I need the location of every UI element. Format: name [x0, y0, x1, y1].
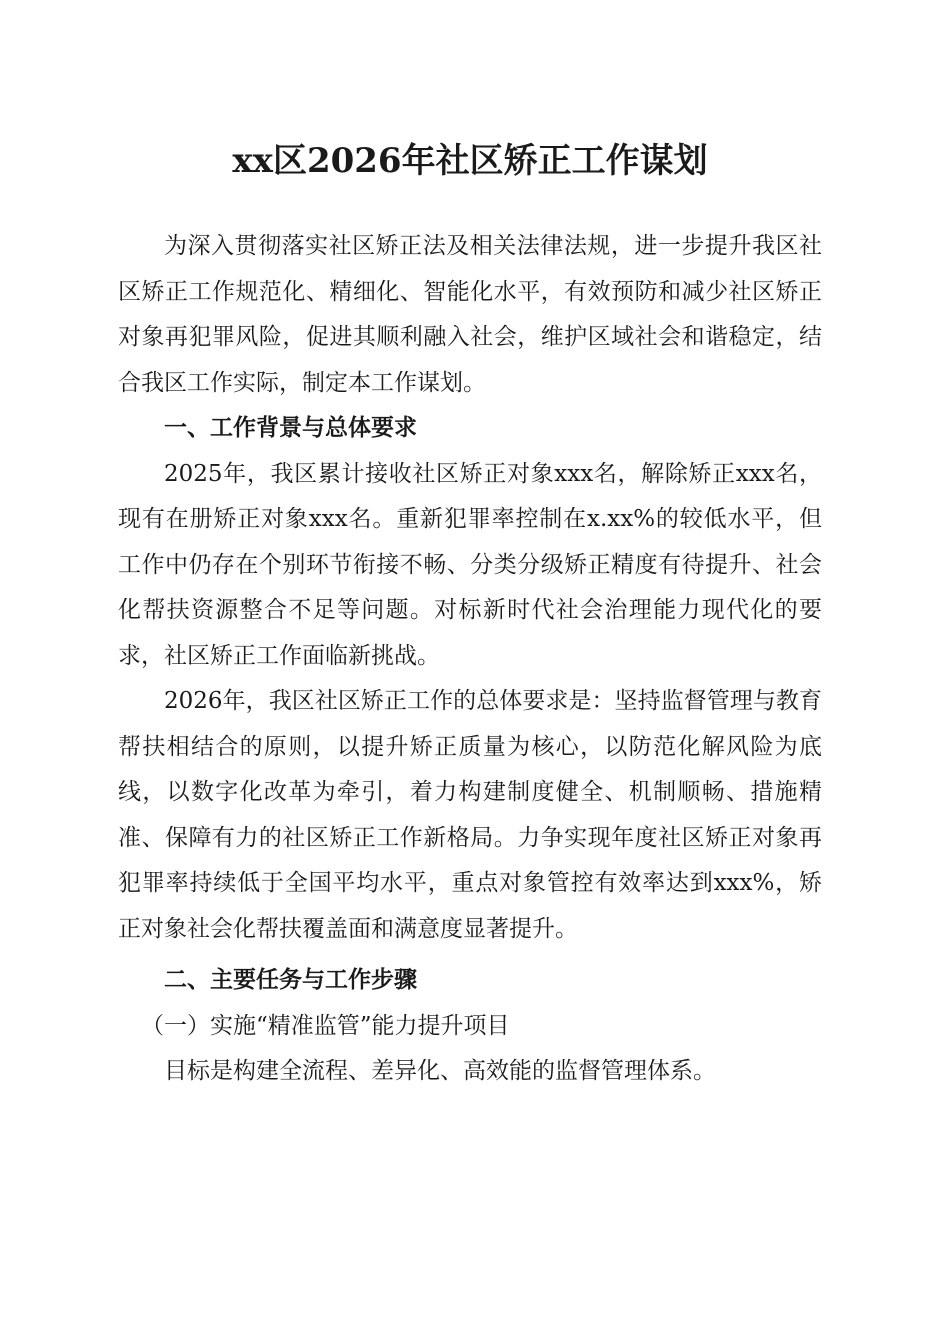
section-heading-background: 一、工作背景与总体要求: [164, 415, 417, 441]
document-title: xx区2026年社区矫正工作谋划: [232, 141, 708, 181]
document-body: [118, 224, 822, 1095]
subsection-heading-precise-supervision: （一）实施“精准监管”能力提升项目: [141, 1012, 510, 1039]
requirements-paragraph: 2026年，我区社区矫正工作的总体要求是：坚持监督管理与教育帮扶相结合的原则，以提升矫正质量为核心，以防范化解风险为底线，以数字化改革为牵引，着力构建制度健全、机制顺畅、措施精准、保障有力的社区矫正工作新格局。力争实现年度社区矫正对象再犯罪率持续低于全国平均水平，重点对象管控有效率达到xxx%，矫正对象社会化帮扶覆盖面和满意度显著提升。: [118, 688, 822, 942]
background-paragraph: 2025年，我区累计接收社区矫正对象xxx名，解除矫正xxx名，现有在册矫正对象xxx名。重新犯罪率控制在x.xx%的较低水平，但工作中仍存在个别环节衔接不畅、分类分级矫正精度有待提升、社会化帮扶资源整合不足等问题。对标新时代社会治理能力现代化的要求，社区矫正工作面临新挑战。: [118, 460, 822, 669]
intro-paragraph: 为深入贯彻落实社区矫正法及相关法律法规，进一步提升我区社区矫正工作规范化、精细化、智能化水平，有效预防和减少社区矫正对象再犯罪风险，促进其顺利融入社会，维护区域社会和谐稳定，结合我区工作实际，制定本工作谋划。: [118, 233, 822, 396]
goal-paragraph: 目标是构建全流程、差异化、高效能的监督管理体系。: [164, 1058, 716, 1084]
document-page: [118, 0, 822, 1344]
section-heading-tasks: 二、主要任务与工作步骤: [164, 967, 417, 993]
